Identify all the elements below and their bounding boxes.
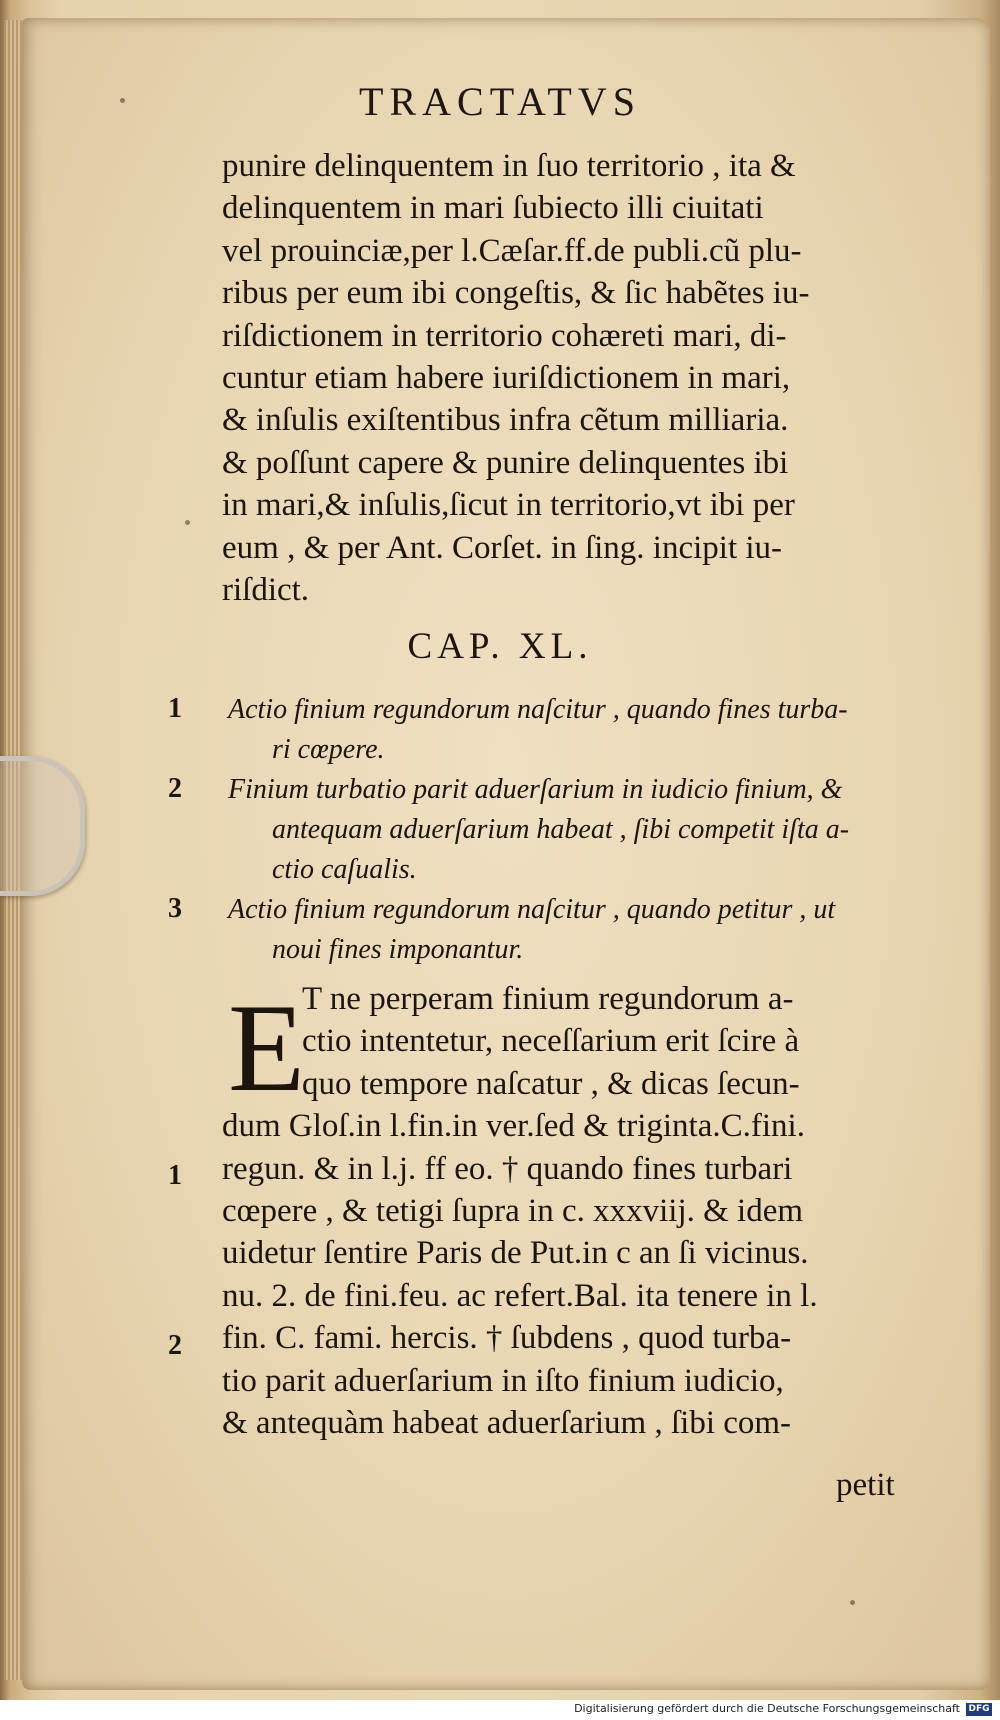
- summary-line: Actio finium regundorum naſcitur , quando fines turba-: [228, 694, 848, 725]
- text-line: in mari,& inſulis,ſicut in territorio,vt ibi per: [222, 487, 795, 524]
- paragraph-continued: [222, 145, 922, 611]
- catchword: petit: [836, 1467, 895, 1503]
- speck: [850, 1600, 855, 1605]
- digitization-footer: [0, 1700, 1000, 1720]
- text-line: T ne perperam finium regundorum a-: [302, 981, 794, 1017]
- text-line: regun. & in l.j. ff eo. † quando fines turbari: [222, 1150, 793, 1187]
- summary-number: 3: [168, 893, 182, 924]
- summary-number: 1: [168, 693, 182, 724]
- text-line: delinquentem in mari ſubiecto illi ciuitati: [222, 190, 764, 227]
- summary-line: Finium turbatio parit aduerſarium in iudicio finium, &: [228, 774, 843, 805]
- text-line: dum Gloſ.in l.fin.in ver.ſed & triginta.C.fini.: [222, 1108, 805, 1145]
- text-line: & inſulis exiſtentibus infra cẽtum milliaria.: [222, 402, 789, 439]
- paper-clip: [0, 756, 85, 896]
- text-line: vel prouinciæ,per l.Cæſar.ff.de publi.cũ plu-: [222, 232, 802, 269]
- dfg-logo-icon: DFG: [966, 1703, 992, 1716]
- body-margin-number: 1: [168, 1160, 182, 1191]
- text-line: tio parit aduerſarium in iſto finium iudicio,: [222, 1362, 784, 1399]
- chapter-body: [222, 978, 922, 1444]
- text-line: cuntur etiam habere iuriſdictionem in mari,: [222, 360, 791, 397]
- drop-cap: E: [228, 979, 305, 1118]
- text-line: quo tempore naſcatur , & dicas ſecun-: [302, 1065, 800, 1102]
- text-line: uidetur ſentire Paris de Put.in c an ſi vicinus.: [222, 1235, 809, 1272]
- text-line: & poſſunt capere & punire delinquentes ibi: [222, 444, 789, 481]
- chapter-heading: CAP. XL.: [407, 626, 593, 667]
- speck: [185, 520, 190, 525]
- text-line: & antequàm habeat aduerſarium , ſibi com-: [222, 1405, 792, 1442]
- summary-line: antequam aduerſarium habeat , ſibi competit iſta a-: [272, 814, 850, 845]
- text-line: cœpere , & tetigi ſupra in c. xxxviij. & idem: [222, 1193, 804, 1230]
- text-line: fin. C. fami. hercis. † ſubdens , quod turba-: [222, 1320, 792, 1357]
- text-line: nu. 2. de fini.feu. ac refert.Bal. ita tenere in l.: [222, 1277, 818, 1314]
- chapter-summary: [228, 690, 928, 970]
- summary-line: ri cœpere.: [272, 734, 385, 765]
- text-line: riſdict.: [222, 572, 310, 609]
- text-line: punire delinquentem in ſuo territorio , ita &: [222, 148, 796, 184]
- summary-line: Actio finium regundorum naſcitur , quando petitur , ut: [228, 894, 836, 925]
- summary-number: 2: [168, 773, 182, 804]
- summary-line: ctio caſualis.: [272, 854, 417, 885]
- text-line: eum , & per Ant. Corſet. in ſing. incipit iu-: [222, 529, 783, 566]
- summary-line: noui fines imponantur.: [272, 934, 524, 965]
- body-margin-number: 2: [168, 1330, 182, 1361]
- text-line: ctio intentetur, neceſſarium erit ſcire à: [302, 1023, 800, 1060]
- text-line: riſdictionem in territorio cohæreti mari, di-: [222, 317, 787, 354]
- text-line: ribus per eum ibi congeſtis, & ſic habẽtes iu-: [222, 275, 810, 312]
- footer-credit: Digitalisierung gefördert durch die Deutsche Forschungsgemeinschaft: [574, 1702, 960, 1715]
- running-head: TRACTATVS: [359, 79, 641, 124]
